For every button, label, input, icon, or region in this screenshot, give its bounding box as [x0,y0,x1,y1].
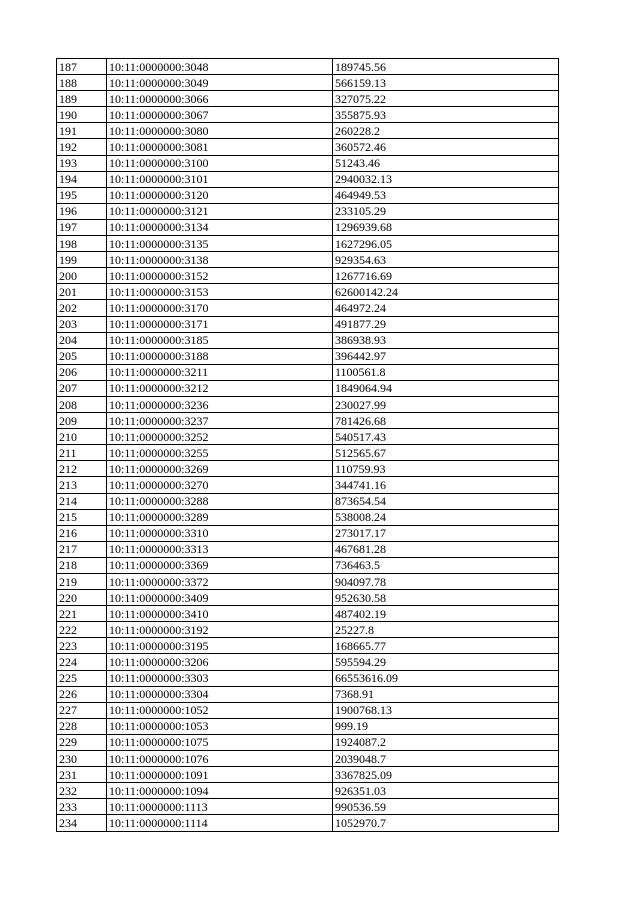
value-cell: 396442.97 [333,348,559,364]
row-number-cell: 221 [57,606,107,622]
cadastral-number-cell: 10:11:0000000:3237 [107,413,333,429]
value-cell: 168665.77 [333,638,559,654]
value-cell: 538008.24 [333,509,559,525]
cadastral-data-table [56,58,559,832]
table-row [57,107,559,123]
value-cell: 491877.29 [333,316,559,332]
row-number-cell: 189 [57,91,107,107]
table-row [57,364,559,380]
cadastral-number-cell: 10:11:0000000:1076 [107,751,333,767]
table-row [57,590,559,606]
table-row [57,171,559,187]
row-number-cell: 218 [57,557,107,573]
table-row [57,300,559,316]
table-row [57,638,559,654]
row-number-cell: 208 [57,396,107,412]
cadastral-number-cell: 10:11:0000000:3303 [107,670,333,686]
cadastral-number-cell: 10:11:0000000:3188 [107,348,333,364]
cadastral-number-cell: 10:11:0000000:3135 [107,236,333,252]
value-cell: 1267716.69 [333,268,559,284]
value-cell: 990536.59 [333,799,559,815]
value-cell: 464972.24 [333,300,559,316]
value-cell: 2940032.13 [333,171,559,187]
table-row [57,702,559,718]
cadastral-number-cell: 10:11:0000000:3192 [107,622,333,638]
value-cell: 736463.5 [333,557,559,573]
table-body [57,59,559,832]
table-row [57,670,559,686]
row-number-cell: 209 [57,413,107,429]
value-cell: 464949.53 [333,187,559,203]
table-row [57,203,559,219]
cadastral-number-cell: 10:11:0000000:1091 [107,767,333,783]
cadastral-number-cell: 10:11:0000000:3310 [107,525,333,541]
cadastral-number-cell: 10:11:0000000:3138 [107,252,333,268]
table-row [57,91,559,107]
cadastral-number-cell: 10:11:0000000:3185 [107,332,333,348]
row-number-cell: 194 [57,171,107,187]
value-cell: 260228.2 [333,123,559,139]
value-cell: 355875.93 [333,107,559,123]
table-row [57,139,559,155]
table-row [57,686,559,702]
cadastral-number-cell: 10:11:0000000:1053 [107,718,333,734]
value-cell: 25227.8 [333,622,559,638]
cadastral-number-cell: 10:11:0000000:3080 [107,123,333,139]
table-row [57,509,559,525]
cadastral-number-cell: 10:11:0000000:3206 [107,654,333,670]
table-row [57,815,559,831]
row-number-cell: 234 [57,815,107,831]
value-cell: 952630.58 [333,590,559,606]
table-row [57,413,559,429]
row-number-cell: 232 [57,783,107,799]
row-number-cell: 233 [57,799,107,815]
row-number-cell: 219 [57,574,107,590]
table-row [57,75,559,91]
table-row [57,477,559,493]
value-cell: 110759.93 [333,461,559,477]
value-cell: 487402.19 [333,606,559,622]
value-cell: 595594.29 [333,654,559,670]
table-row [57,284,559,300]
value-cell: 386938.93 [333,332,559,348]
value-cell: 344741.16 [333,477,559,493]
value-cell: 230027.99 [333,396,559,412]
table-row [57,606,559,622]
value-cell: 1296939.68 [333,219,559,235]
row-number-cell: 231 [57,767,107,783]
row-number-cell: 207 [57,380,107,396]
row-number-cell: 204 [57,332,107,348]
cadastral-number-cell: 10:11:0000000:1075 [107,734,333,750]
table-row [57,751,559,767]
value-cell: 566159.13 [333,75,559,91]
cadastral-number-cell: 10:11:0000000:3252 [107,429,333,445]
row-number-cell: 205 [57,348,107,364]
table-row [57,767,559,783]
row-number-cell: 210 [57,429,107,445]
row-number-cell: 220 [57,590,107,606]
row-number-cell: 226 [57,686,107,702]
row-number-cell: 206 [57,364,107,380]
table-row [57,622,559,638]
table-row [57,380,559,396]
table-row [57,252,559,268]
value-cell: 273017.17 [333,525,559,541]
value-cell: 327075.22 [333,91,559,107]
cadastral-number-cell: 10:11:0000000:1052 [107,702,333,718]
row-number-cell: 200 [57,268,107,284]
cadastral-number-cell: 10:11:0000000:3081 [107,139,333,155]
table-row [57,187,559,203]
table-row [57,525,559,541]
table-row [57,236,559,252]
table-row [57,574,559,590]
value-cell: 926351.03 [333,783,559,799]
cadastral-number-cell: 10:11:0000000:3067 [107,107,333,123]
cadastral-number-cell: 10:11:0000000:3171 [107,316,333,332]
value-cell: 1849064.94 [333,380,559,396]
value-cell: 62600142.24 [333,284,559,300]
row-number-cell: 215 [57,509,107,525]
cadastral-number-cell: 10:11:0000000:3120 [107,187,333,203]
cadastral-number-cell: 10:11:0000000:3195 [107,638,333,654]
cadastral-number-cell: 10:11:0000000:3313 [107,541,333,557]
row-number-cell: 193 [57,155,107,171]
row-number-cell: 214 [57,493,107,509]
table-row [57,783,559,799]
row-number-cell: 222 [57,622,107,638]
row-number-cell: 225 [57,670,107,686]
cadastral-number-cell: 10:11:0000000:1094 [107,783,333,799]
row-number-cell: 187 [57,59,107,75]
row-number-cell: 191 [57,123,107,139]
row-number-cell: 230 [57,751,107,767]
cadastral-number-cell: 10:11:0000000:3409 [107,590,333,606]
cadastral-number-cell: 10:11:0000000:1114 [107,815,333,831]
cadastral-number-cell: 10:11:0000000:3212 [107,380,333,396]
table-row [57,59,559,75]
value-cell: 360572.46 [333,139,559,155]
row-number-cell: 224 [57,654,107,670]
value-cell: 1627296.05 [333,236,559,252]
row-number-cell: 197 [57,219,107,235]
table-row [57,155,559,171]
document-page [56,58,558,832]
row-number-cell: 199 [57,252,107,268]
cadastral-number-cell: 10:11:0000000:3288 [107,493,333,509]
row-number-cell: 217 [57,541,107,557]
cadastral-number-cell: 10:11:0000000:3134 [107,219,333,235]
cadastral-number-cell: 10:11:0000000:3170 [107,300,333,316]
row-number-cell: 201 [57,284,107,300]
row-number-cell: 211 [57,445,107,461]
cadastral-number-cell: 10:11:0000000:3369 [107,557,333,573]
value-cell: 904097.78 [333,574,559,590]
row-number-cell: 198 [57,236,107,252]
table-row [57,654,559,670]
value-cell: 873654.54 [333,493,559,509]
cadastral-number-cell: 10:11:0000000:1113 [107,799,333,815]
table-row [57,799,559,815]
cadastral-number-cell: 10:11:0000000:3153 [107,284,333,300]
value-cell: 999.19 [333,718,559,734]
cadastral-number-cell: 10:11:0000000:3049 [107,75,333,91]
value-cell: 540517.43 [333,429,559,445]
value-cell: 467681.28 [333,541,559,557]
value-cell: 1052970.7 [333,815,559,831]
row-number-cell: 190 [57,107,107,123]
cadastral-number-cell: 10:11:0000000:3410 [107,606,333,622]
table-row [57,734,559,750]
cadastral-number-cell: 10:11:0000000:3270 [107,477,333,493]
row-number-cell: 213 [57,477,107,493]
value-cell: 51243.46 [333,155,559,171]
value-cell: 3367825.09 [333,767,559,783]
cadastral-number-cell: 10:11:0000000:3100 [107,155,333,171]
value-cell: 781426.68 [333,413,559,429]
row-number-cell: 188 [57,75,107,91]
cadastral-number-cell: 10:11:0000000:3152 [107,268,333,284]
cadastral-number-cell: 10:11:0000000:3101 [107,171,333,187]
row-number-cell: 223 [57,638,107,654]
value-cell: 1100561.8 [333,364,559,380]
value-cell: 929354.63 [333,252,559,268]
cadastral-number-cell: 10:11:0000000:3048 [107,59,333,75]
cadastral-number-cell: 10:11:0000000:3066 [107,91,333,107]
table-row [57,445,559,461]
value-cell: 7368.91 [333,686,559,702]
value-cell: 512565.67 [333,445,559,461]
table-row [57,461,559,477]
table-row [57,316,559,332]
cadastral-number-cell: 10:11:0000000:3372 [107,574,333,590]
value-cell: 2039048.7 [333,751,559,767]
row-number-cell: 202 [57,300,107,316]
row-number-cell: 229 [57,734,107,750]
row-number-cell: 203 [57,316,107,332]
cadastral-number-cell: 10:11:0000000:3121 [107,203,333,219]
cadastral-number-cell: 10:11:0000000:3211 [107,364,333,380]
cadastral-number-cell: 10:11:0000000:3236 [107,396,333,412]
cadastral-number-cell: 10:11:0000000:3304 [107,686,333,702]
value-cell: 233105.29 [333,203,559,219]
table-row [57,541,559,557]
table-row [57,557,559,573]
table-row [57,429,559,445]
table-row [57,268,559,284]
table-row [57,348,559,364]
row-number-cell: 212 [57,461,107,477]
row-number-cell: 216 [57,525,107,541]
cadastral-number-cell: 10:11:0000000:3269 [107,461,333,477]
table-row [57,718,559,734]
value-cell: 1924087.2 [333,734,559,750]
row-number-cell: 192 [57,139,107,155]
cadastral-number-cell: 10:11:0000000:3289 [107,509,333,525]
table-row [57,396,559,412]
table-row [57,493,559,509]
row-number-cell: 196 [57,203,107,219]
row-number-cell: 228 [57,718,107,734]
row-number-cell: 195 [57,187,107,203]
row-number-cell: 227 [57,702,107,718]
value-cell: 1900768.13 [333,702,559,718]
value-cell: 66553616.09 [333,670,559,686]
cadastral-number-cell: 10:11:0000000:3255 [107,445,333,461]
table-row [57,123,559,139]
table-row [57,219,559,235]
table-row [57,332,559,348]
value-cell: 189745.56 [333,59,559,75]
